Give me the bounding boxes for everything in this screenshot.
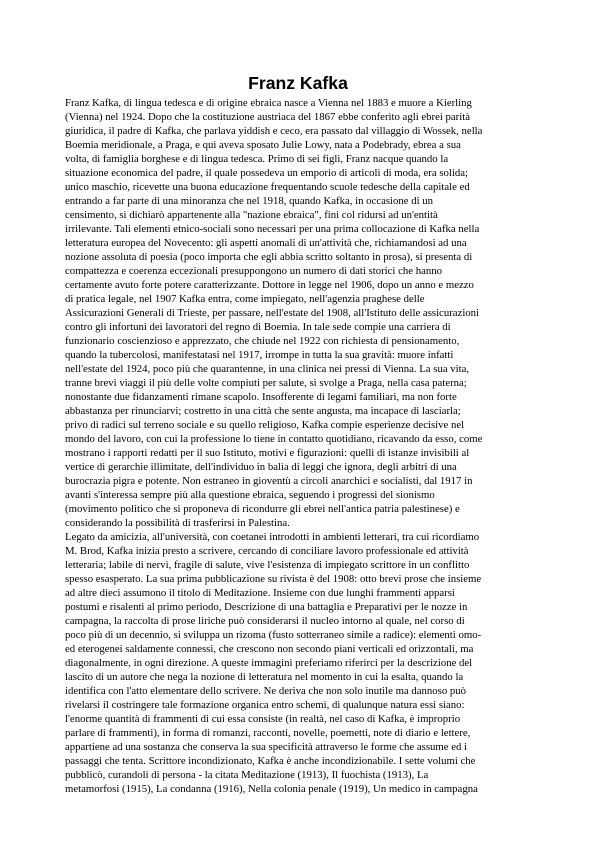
text-line: certamente avuto forte potere caratterizzante. Dottore in legge nel 1906, dopo un anno e mezzo — [65, 279, 474, 291]
text-line: censimento, si dichiarò appartenente alla "nazione ebraica", fini col ridursi ad un'entità — [65, 209, 438, 221]
text-line: Franz Kafka, di lingua tedesca e di origine ebraica nasce a Vienna nel 1883 e muore a Kierling — [65, 97, 472, 109]
text-line: quando la tubercolosi, manifestatasi nel 1917, irrompe in tutta la sua gravità: muore infatti — [65, 349, 454, 361]
text-line: lascito di un autore che nega la nozione di letteratura nel momento in cui la esalta, quando la — [65, 671, 464, 683]
text-line: Legato da amicizia, all'università, con coetanei introdotti in ambienti letterari, tra cui ricordiamo — [65, 531, 480, 543]
text-line: irrilevante. Tali elementi etnico-sociali sono necessari per una prima collocazione di Kafka nella — [65, 223, 480, 235]
text-line: nonostante due fidanzamenti rimane scapolo. Insofferente di legami familiari, ma non forte — [65, 391, 457, 403]
text-line: nell'estate del 1924, poco più che quarantenne, in una clinica nei pressi di Vienna. La sua vita, — [65, 363, 470, 375]
text-line: ad altre dieci assumono il titolo di Meditazione. Insieme con due lunghi frammenti apparsi — [65, 587, 455, 599]
text-line: pubblicò, curandoli di persona - la citata Meditazione (1913), Il fuochista (1913), La — [65, 769, 429, 781]
text-line: identifica con l'atto elementare dello scrivere. Ne deriva che non solo inutile ma dannoso può — [65, 685, 467, 697]
text-line: appartiene ad una sostanza che conserva la sua specificità attraverso le forme che assume ed i — [65, 741, 468, 753]
text-line: di pratica legale, nel 1907 Kafka entra, come impiegato, nell'agenzia praghese delle — [65, 293, 425, 305]
text-line: privo di radici sul terreno sociale e su quello religioso, Kafka compie esperienze decisive nel — [65, 419, 465, 431]
text-line: considerando la possibilità di trasferirsi in Palestina. — [65, 517, 290, 529]
text-line: compattezza e coerenza eccezionali presuppongono un numero di dati storici che hanno — [65, 265, 442, 277]
text-line: mondo del lavoro, con cui la professione lo tiene in contatto quotidiano, ricavando da esso, come — [65, 433, 483, 445]
text-line: diagonalmente, in ogni direzione. A queste immagini preferiamo riferirci per la descrizione del — [65, 657, 473, 669]
text-line: avanti s'interessa sempre più alla questione ebraica, seguendo i progressi del sionismo — [65, 489, 435, 501]
text-line: tranne brevi viaggi il più delle volte compiuti per salute, si svolge a Praga, nella casa paterna; — [65, 377, 467, 389]
text-line: ed eterogenei saldamente connessi, che crescono non secondo piani verticali ed orizzontali, ma — [65, 643, 474, 655]
text-line: Assicurazioni Generali di Trieste, per passare, nell'estate del 1908, all'Istituto delle assicurazioni — [65, 307, 480, 319]
text-line: abbastanza per rinunciarvi; costretto in una città che sente angusta, ma incapace di lasciarla; — [65, 405, 461, 417]
text-line: M. Brod, Kafka inizia presto a scrivere, cercando di conciliare lavoro professionale ed attività — [65, 545, 469, 557]
text-line: campagna, la raccolta di prose liriche può considerarsi il nucleo intorno al quale, nel corso di — [65, 615, 465, 627]
text-line: metamorfosi (1915), La condanna (1916), Nella colonia penale (1919), Un medico in campagna — [65, 783, 478, 795]
text-line: contro gli infortuni dei lavoratori del regno di Boemia. In tale sede compie una carriera di — [65, 321, 451, 333]
text-line: postumi e risalenti al primo periodo, Descrizione di una battaglia e Preparativi per le nozze in — [65, 601, 468, 613]
text-line: (Vienna) nel 1924. Dopo che la costituzione austriaca del 1867 ebbe conferito agli ebrei parità — [65, 111, 471, 123]
text-line: nozione assoluta di poesia (poco importa che egli abbia scritto soltanto in prosa), si presenta di — [65, 251, 473, 263]
text-line: unico maschio, ricevette una buona educazione frequentando scuole tedesche della capitale ed — [65, 181, 470, 193]
text-line: Boemia meridionale, a Praga, e qui aveva sposato Julie Lowy, nata a Podebrady, ebrea a sua — [65, 139, 461, 151]
text-line: vertice di gerarchie illimitate, dell'individuo in balìa di leggi che ignora, degli arbitri di una — [65, 461, 457, 473]
text-line: mostrano i rapporti redatti per il suo Istituto, motivi e figurazioni: quelli di istanze invisibili al — [65, 447, 470, 459]
text-line: spesso esasperato. La sua prima pubblicazione su rivista è del 1908: otto brevi prose che insieme — [65, 573, 482, 585]
text-line: entrando a far parte di una minoranza che nel 1918, quando Kafka, in occasione di un — [65, 195, 434, 207]
text-line: poco più di un decennio, si sviluppa un rizoma (fusto sotterraneo simile a radice): elementi omo- — [65, 629, 482, 641]
text-line: funzionario coscienzioso e apprezzato, che chiude nel 1922 con richiesta di pensionamento, — [65, 335, 460, 347]
text-line: giuridica, il padre di Kafka, che parlava yiddish e ceco, era passato dal villaggio di Wossek, nella — [65, 125, 483, 137]
text-line: parlare di frammenti), in forma di romanzi, racconti, novelle, poemetti, note di diario e lettere, — [65, 727, 471, 739]
text-line: l'enorme quantità di frammenti di cui essa consiste (in realtà, nel caso di Kafka, è improprio — [65, 713, 461, 725]
text-line: passaggi che tenta. Scrittore incondizionato, Kafka è anche incondizionabile. I sette volumi che — [65, 755, 476, 767]
text-line: letteratura europea del Novecento: gli aspetti anomali di un'attività che, richiamandosi ad una — [65, 237, 467, 249]
text-line: burocrazia pigra e potente. Non estraneo in gioventù a circoli anarchici e socialisti, dal 1917 in — [65, 475, 473, 487]
text-line: (movimento politico che si proponeva di ricondurre gli ebrei nell'antica patria palestinese) e — [65, 503, 460, 515]
text-line: volta, di famiglia borghese e di lingua tedesca. Primo di sei figli, Franz nacque quando la — [65, 153, 449, 165]
document-title: Franz Kafka — [248, 73, 348, 93]
document-body — [65, 96, 533, 796]
text-line: letteraria; labile di nervi, fragile di salute, vive l'esistenza di impiegato scrittore in un conflitto — [65, 559, 470, 571]
text-line: rivelarsi il costringere tale formazione organica entro schemi, di qualunque natura essi siano: — [65, 699, 465, 711]
text-line: situazione economica del padre, il quale possedeva un emporio di articoli di moda, era solida; — [65, 167, 468, 179]
